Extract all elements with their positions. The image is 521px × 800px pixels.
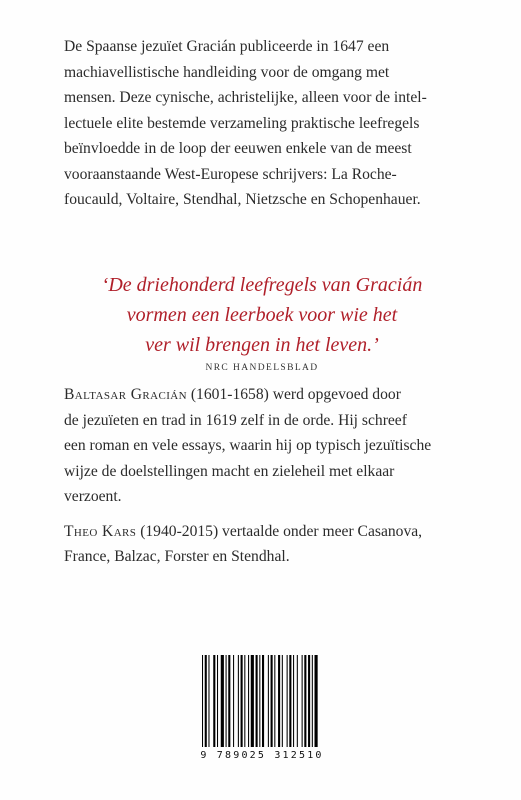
quote-line: ‘De driehonderd leefregels van Gracián [101, 274, 423, 296]
author-bio-line: wijze de doelstellingen macht en zieleheil met elkaar [64, 462, 395, 480]
author-bio-text: (1601-1658) werd opgevoed door [186, 386, 401, 403]
blurb-line: De Spaanse jezuïet Gracián publiceerde in 1647 een [64, 38, 390, 55]
blurb-line: vooraanstaande West-Europese schrijvers: La Roche- [64, 165, 397, 183]
author-bio-line [64, 382, 484, 408]
author-bio-line: de jezuïeten en trad in 1619 zelf in de orde. Hij schreef [64, 411, 407, 429]
author-name: Baltasar Gracián [64, 386, 187, 403]
isbn-number: 9 789025 312510 [200, 750, 324, 761]
blurb-line: machiavellistische handleiding voor de omgang met [64, 63, 390, 81]
translator-bio-line [64, 519, 484, 545]
blurb-line: mensen. Deze cynische, achristelijke, alleen voor de intel- [64, 89, 427, 106]
blurb-line: foucauld, Voltaire, Stendhal, Nietzsche en Schopenhauer. [64, 191, 421, 208]
quote-line: ver wil brengen in het leven.’ [145, 334, 379, 356]
quote-source: NRC HANDELSBLAD [205, 363, 319, 373]
review-quote [64, 270, 460, 360]
bio-section [64, 382, 484, 570]
blurb-paragraph [64, 34, 484, 213]
translator-name: Theo Kars [64, 522, 137, 540]
blurb-line: beïnvloedde in de loop der eeuwen enkele van de meest [64, 140, 412, 157]
translator-bio-line: France, Balzac, Forster en Stendhal. [64, 548, 290, 565]
translator-bio-text: (1940-2015) vertaalde onder meer Casanova, [136, 522, 423, 540]
barcode-bars [200, 655, 324, 747]
author-bio-line: verzoent. [64, 488, 122, 505]
blurb-line: lectuele elite bestemde verzameling praktische leefregels [64, 114, 420, 132]
isbn-barcode [200, 655, 324, 747]
author-bio-line: een roman en vele essays, waarin hij op typisch jezuïtische [64, 437, 432, 454]
quote-line: vormen een leerboek voor wie het [126, 304, 398, 326]
